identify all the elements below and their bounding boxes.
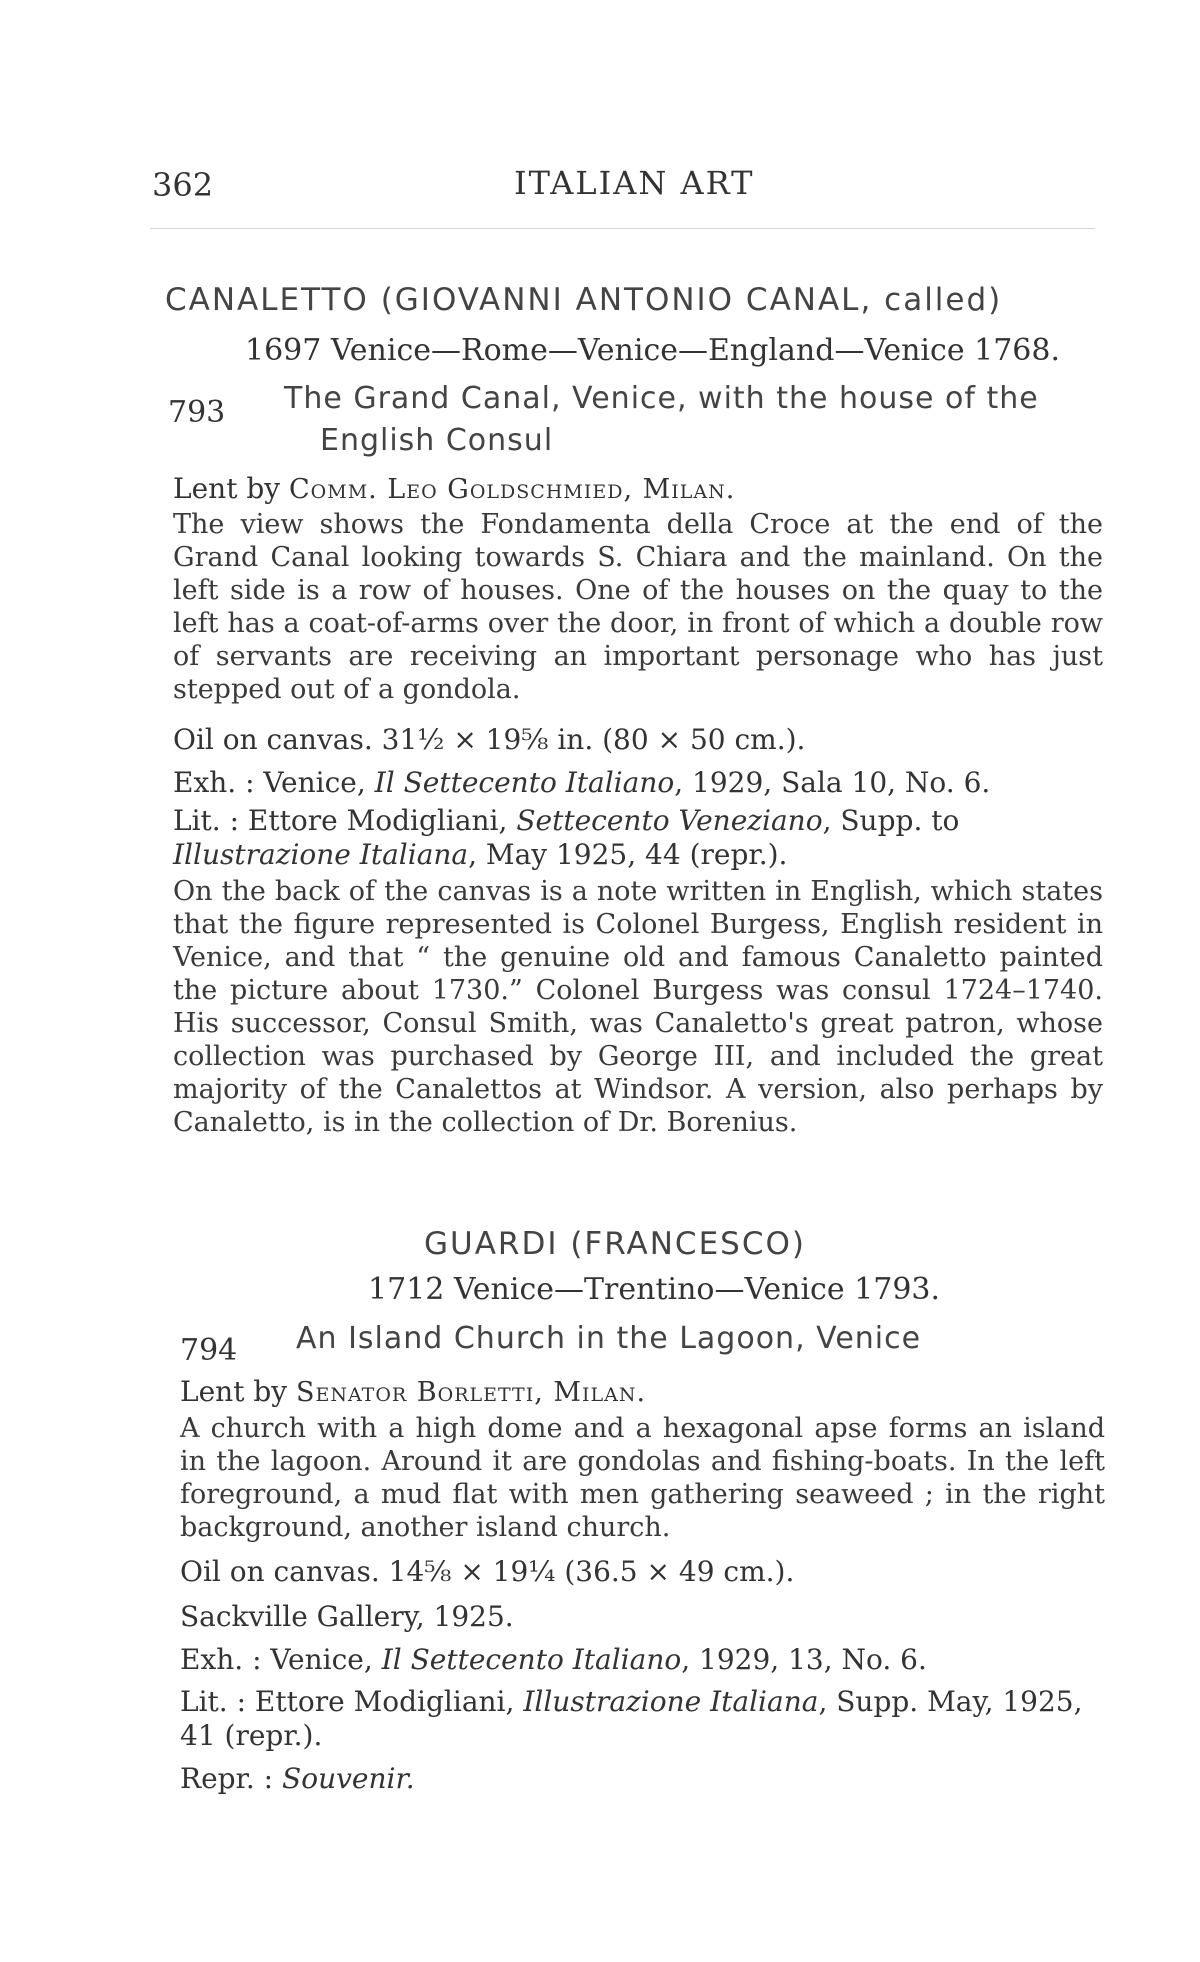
work-title-794: An Island Church in the Lagoon, Venice [296, 1321, 922, 1356]
lit-prefix: Lit. : Ettore Modigliani, [180, 1685, 524, 1718]
exh-suffix: , 1929, Sala 10, No. 6. [674, 766, 991, 799]
lender-name: Senator Borletti, Milan. [296, 1377, 647, 1408]
lit-title1: Settecento Veneziano [516, 804, 823, 837]
exh-prefix: Exh. : Venice, [173, 766, 375, 799]
literature-793 [173, 804, 1118, 872]
note-793: On the back of the canvas is a note written in English, which states that the figure represented is Colonel Burgess, English resident in Venice, and that “ the genuine old and famous Canaletto painted the picture about 1730.” Colonel Burgess was consul 1724–1740. His successor, Consul Smith, was Canaletto's great patron, whose collection was purchased by George III, and included the great majority of the Canalettos at Windsor. A version, also perhaps by Canaletto, is in the collection of Dr. Borenius. [173, 876, 1103, 1138]
work-title-line1: The Grand Canal, Venice, with the house of the [284, 381, 1039, 416]
lender-prefix: Lent by [173, 472, 289, 505]
lit-suffix: , Supp. May, 1925, 41 (repr.). [180, 1685, 1083, 1752]
running-title: ITALIAN ART [514, 164, 755, 202]
work-number-794: 794 [180, 1333, 238, 1368]
lender-794 [180, 1375, 646, 1408]
lit-prefix: Lit. : Ettore Modigliani, [173, 804, 517, 837]
repr-title: Souvenir. [282, 1762, 415, 1795]
work-title-line2: English Consul [320, 423, 554, 458]
exh-suffix: , 1929, 13, No. 6. [681, 1643, 927, 1676]
lit-title1: Illustrazione Italiana [523, 1685, 819, 1718]
lender-name: Comm. Leo Goldschmied, Milan. [289, 474, 736, 505]
artist-dates-guardi: 1712 Venice—Trentino—Venice 1793. [368, 1272, 941, 1307]
artist-heading-guardi: GUARDI (FRANCESCO) [424, 1226, 806, 1262]
artist-heading-canaletto: CANALETTO (GIOVANNI ANTONIO CANAL, called) [165, 282, 1003, 318]
work-number-793: 793 [168, 395, 226, 430]
lender-prefix: Lent by [180, 1375, 296, 1408]
exh-title: Il Settecento Italiano [374, 766, 675, 799]
page-number: 362 [152, 166, 214, 204]
medium-794: Oil on canvas. 14⅝ × 19¼ (36.5 × 49 cm.). [180, 1555, 795, 1588]
description-793: The view shows the Fondamenta della Croce at the end of the Grand Canal looking towards S. Chiara and the mainland. On the left side is a row of houses. One of the houses on the quay to the left has a coat-of-arms over the door, in front of which a double row of servants are receiving an important personage who has just stepped out of a gondola. [173, 509, 1103, 705]
lender-793 [173, 472, 735, 505]
lit-title2: Illustrazione Italiana [173, 838, 469, 871]
repr-prefix: Repr. : [180, 1762, 283, 1795]
reproduction-794 [180, 1762, 415, 1796]
header-rule [150, 228, 1095, 229]
exh-title: Il Settecento Italiano [381, 1643, 682, 1676]
exhibition-794 [180, 1643, 927, 1677]
exhibition-793 [173, 766, 990, 800]
provenance-794: Sackville Gallery, 1925. [180, 1600, 514, 1633]
description-794: A church with a high dome and a hexagonal apse forms an island in the lagoon. Around it are gondolas and fishing-boats. In the left foreground, a mud flat with men gathering seaweed ; in the right background, another island church. [180, 1413, 1105, 1543]
artist-dates-canaletto: 1697 Venice—Rome—Venice—England—Venice 1768. [245, 333, 1060, 368]
exh-prefix: Exh. : Venice, [180, 1643, 382, 1676]
lit-mid: , Supp. to [822, 804, 960, 837]
lit-suffix: , May 1925, 44 (repr.). [468, 838, 788, 871]
work-title-793 [284, 378, 1104, 462]
literature-794 [180, 1685, 1110, 1753]
medium-793: Oil on canvas. 31½ × 19⅝ in. (80 × 50 cm.). [173, 723, 806, 756]
